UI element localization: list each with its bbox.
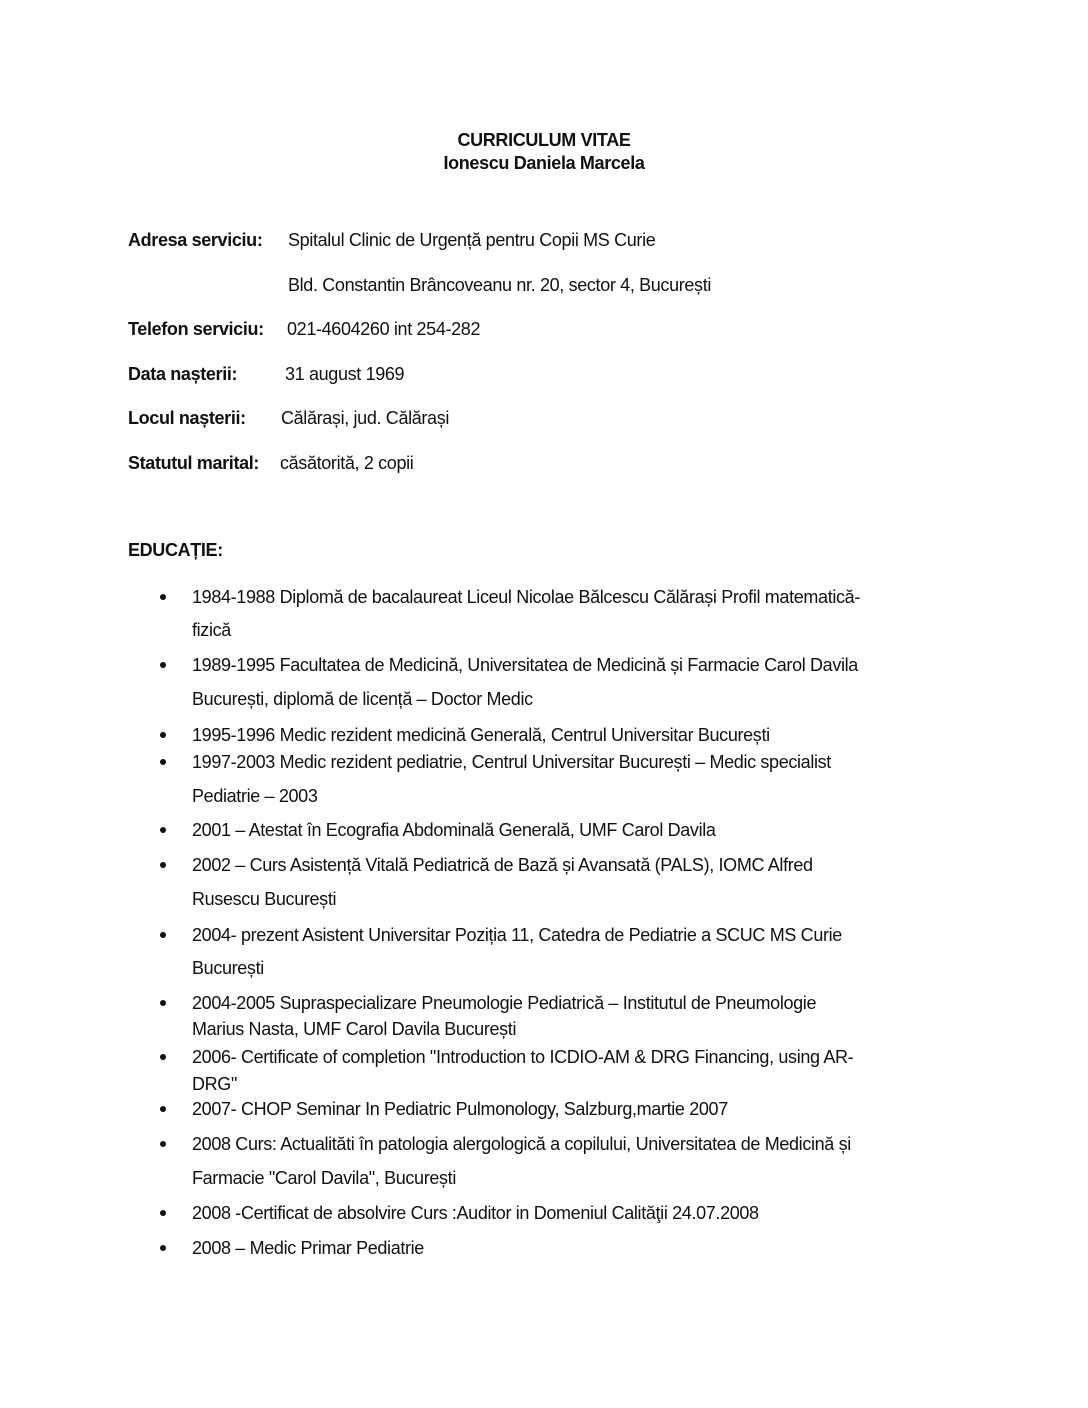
education-item-line: București	[192, 958, 264, 978]
locul-nasterii-label: Locul nașterii:	[128, 408, 246, 428]
bullet-icon	[160, 662, 166, 668]
education-item-line: 2008 – Medic Primar Pediatrie	[192, 1238, 424, 1258]
education-item-line: 2001 – Atestat în Ecografia Abdominală Generală, UMF Carol Davila	[192, 820, 716, 840]
education-heading: EDUCAȚIE:	[128, 540, 223, 560]
bullet-icon	[160, 1245, 166, 1251]
education-item-line: Pediatrie – 2003	[192, 786, 318, 806]
adresa-line1: Spitalul Clinic de Urgență pentru Copii MS Curie	[288, 230, 656, 250]
education-item-line: fizică	[192, 620, 231, 640]
education-item-line: 1995-1996 Medic rezident medicină Generală, Centrul Universitar București	[192, 725, 770, 745]
statut-label: Statutul marital:	[128, 453, 260, 473]
bullet-icon	[160, 932, 166, 938]
bullet-icon	[160, 1000, 166, 1006]
bullet-icon	[160, 862, 166, 868]
education-item-line: DRG"	[192, 1074, 237, 1094]
education-item-line: 1989-1995 Facultatea de Medicină, Universitatea de Medicină și Farmacie Carol Davila	[192, 655, 858, 675]
person-name: Ionescu Daniela Marcela	[443, 153, 645, 173]
data-nasterii-value: 31 august 1969	[285, 364, 405, 384]
bullet-icon	[160, 1210, 166, 1216]
education-item-line: 1997-2003 Medic rezident pediatrie, Centrul Universitar București – Medic specialist	[192, 752, 831, 772]
statut-value: căsătorită, 2 copii	[280, 453, 414, 473]
bullet-icon	[160, 1106, 166, 1112]
bullet-icon	[160, 827, 166, 833]
education-item-line: 2008 -Certificat de absolvire Curs :Auditor in Domeniul Calităţii 24.07.2008	[192, 1203, 759, 1223]
education-item-line: Rusescu București	[192, 889, 337, 909]
education-item-line: București, diplomă de licență – Doctor Medic	[192, 689, 533, 709]
bullet-icon	[160, 759, 166, 765]
bullet-icon	[160, 732, 166, 738]
education-item-line: 1984-1988 Diplomă de bacalaureat Liceul Nicolae Bălcescu Călărași Profil matematică-	[192, 587, 860, 607]
education-item-line: 2006- Certificate of completion "Introduction to ICDIO-AM & DRG Financing, using AR-	[192, 1047, 854, 1067]
bullet-icon	[160, 1141, 166, 1147]
education-item-line: 2007- CHOP Seminar In Pediatric Pulmonology, Salzburg,martie 2007	[192, 1099, 728, 1119]
adresa-line2: Bld. Constantin Brâncoveanu nr. 20, sector 4, București	[288, 275, 711, 295]
document-title: CURRICULUM VITAE	[457, 130, 631, 150]
bullet-icon	[160, 594, 166, 600]
data-nasterii-label: Data nașterii:	[128, 364, 238, 384]
education-item-line: Marius Nasta, UMF Carol Davila București	[192, 1019, 517, 1039]
telefon-value: 021-4604260 int 254-282	[287, 319, 481, 339]
telefon-label: Telefon serviciu:	[128, 319, 264, 339]
education-item-line: 2008 Curs: Actualităti în patologia alergologică a copilului, Universitatea de Medicină și	[192, 1134, 851, 1154]
locul-nasterii-value: Călărași, jud. Călărași	[281, 408, 450, 428]
bullet-icon	[160, 1054, 166, 1060]
education-item-line: 2002 – Curs Asistență Vitală Pediatrică de Bază și Avansată (PALS), IOMC Alfred	[192, 855, 813, 875]
education-item-line: Farmacie "Carol Davila", București	[192, 1168, 456, 1188]
adresa-label: Adresa serviciu:	[128, 230, 263, 250]
education-item-line: 2004-2005 Supraspecializare Pneumologie Pediatrică – Institutul de Pneumologie	[192, 993, 817, 1013]
education-item-line: 2004- prezent Asistent Universitar Poziția 11, Catedra de Pediatrie a SCUC MS Curie	[192, 925, 842, 945]
